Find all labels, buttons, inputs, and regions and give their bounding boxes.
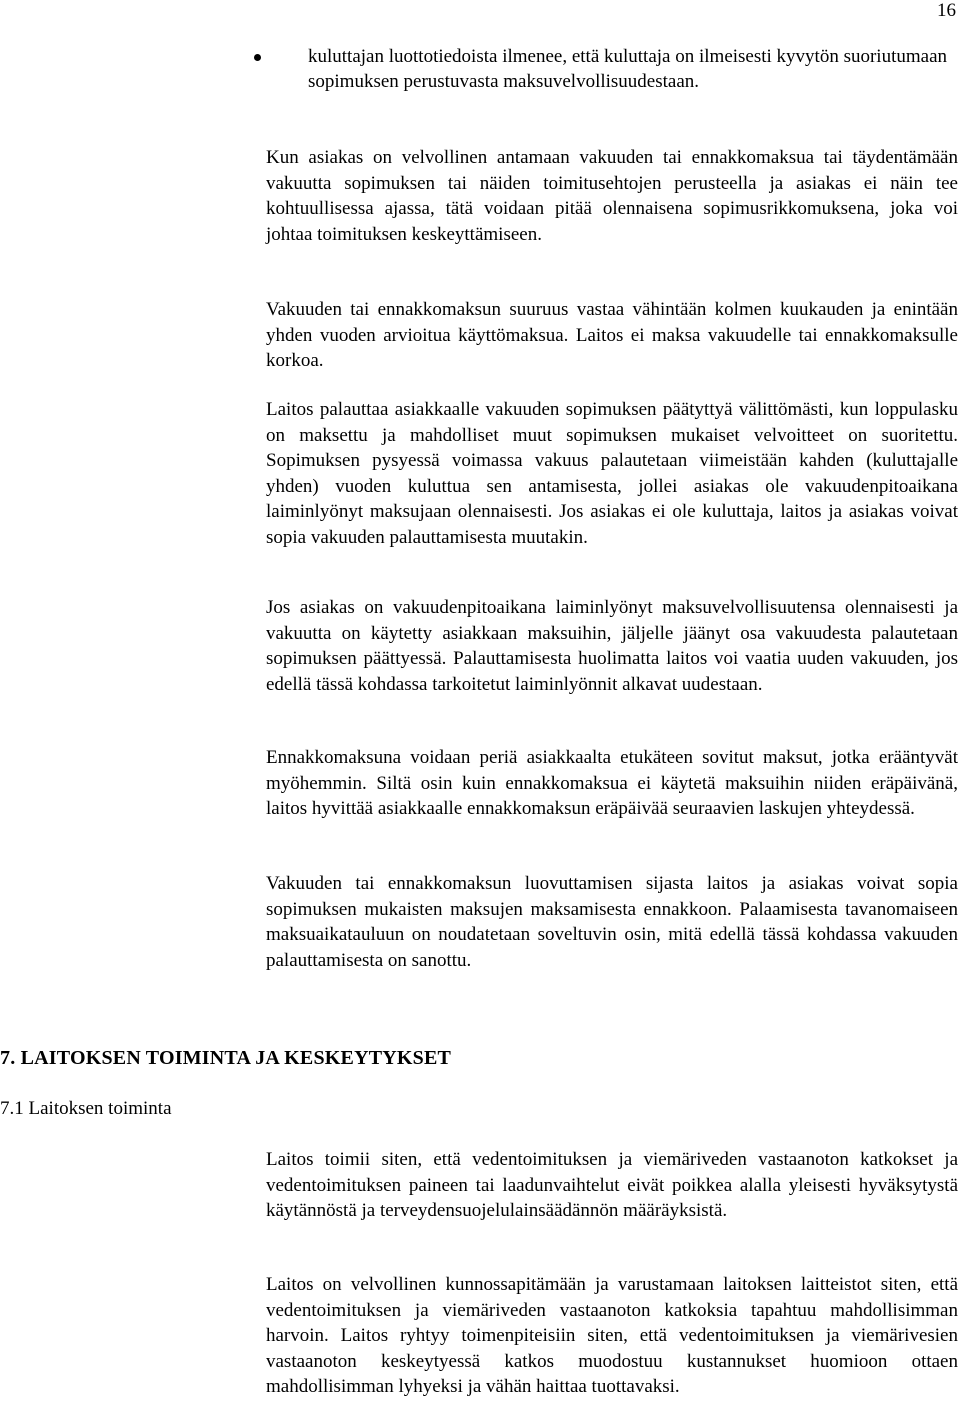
paragraph-neglected-payments: Jos asiakas on vakuudenpitoaikana laiminlyönyt maksuvelvollisuutensa olennaisesti ja vakuutta on käytetty asiakkaan maksuihin, jäljelle jäänyt osa vakuudesta palautetaan sopimuksen päättyessä. Palauttamisesta huolimatta laitos voi vaatia uuden vakuuden, jos edellä tässä kohdassa tarkoitetut laiminlyönnit alkavat uudestaan. xyxy=(266,597,958,695)
paragraph-prepayment-alternative: Vakuuden tai ennakkomaksun luovuttamisen sijasta laitos ja asiakas voivat sopia sopimuksen mukaisten maksujen maksamisesta ennakkoon. Palaamisesta tavanomaiseen maksuaikatauluun on noudatetaan soveltuvin osin, mitä edellä tässä kohdassa vakuuden palauttamisesta on sanottu. xyxy=(266,873,958,971)
section-heading: 7. LAITOKSEN TOIMINTA JA KESKEYTYKSET xyxy=(0,1047,452,1069)
paragraph-security-obligation: Kun asiakas on velvollinen antamaan vakuuden tai ennakkomaksua tai täydentämään vakuutta sopimuksen tai näiden toimitusehtojen perusteella ja asiakas ei näin tee kohtuullisessa ajassa, tätä voidaan pitää olennaisena sopimusrikkomuksena, joka voi johtaa toimituksen keskeyttämiseen. xyxy=(266,147,958,245)
paragraph-security-return: Laitos palauttaa asiakkaalle vakuuden sopimuksen päätyttyä välittömästi, kun loppulasku on maksettu ja mahdolliset muut sopimuksen mukaiset velvoitteet on suoritettu. Sopimuksen pysyessä voimassa vakuus palautetaan viimeistään kahden (kuluttajalle yhden) vuoden kuluttua sen antamisesta, jollei asiakas ole vakuudenpitoaikana laiminlyönyt maksujaan olennaisesti. Jos asiakas ei ole kuluttaja, laitos ja asiakas voivat sopia vakuuden palauttamisesta muutakin. xyxy=(266,399,958,548)
bullet-text: kuluttajan luottotiedoista ilmenee, että kuluttaja on ilmeisesti kyvytön suoriutumaan sopimuksen perustuvasta maksuvelvollisuudestaan. xyxy=(308,46,948,92)
paragraph-advance-payment: Ennakkomaksuna voidaan periä asiakkaalta etukäteen sovitut maksut, jotka erääntyvät myöhemmin. Siltä osin kuin ennakkomaksua ei käytetä maksuihin niiden eräpäivänä, laitos hyvittää asiakkaalle ennakkomaksun eräpäivää seuraavien laskujen yhteydessä. xyxy=(266,747,958,819)
page-number: 16 xyxy=(937,0,956,21)
subsection-heading: 7.1 Laitoksen toiminta xyxy=(0,1098,172,1119)
paragraph-security-amount: Vakuuden tai ennakkomaksun suuruus vastaa vähintään kolmen kuukauden ja enintään yhden vuoden arvioitua käyttömaksua. Laitos ei maksa vakuudelle tai ennakkomaksulle korkoa. xyxy=(266,299,958,371)
bullet-icon xyxy=(254,54,261,61)
paragraph-utility-operation: Laitos toimii siten, että vedentoimituksen ja viemäriveden vastaanoton katkokset ja vedentoimituksen paineen tai laadunvaihtelut eivät poikkea alalla yleisesti hyväksytystä käytännöstä ja terveydensuojelulainsäädännön määräyksistä. xyxy=(266,1149,958,1221)
paragraph-maintenance-obligation: Laitos on velvollinen kunnossapitämään ja varustamaan laitoksen laitteistot siten, että vedentoimituksen ja viemäriveden vastaanoton katkoksia tapahtuu mahdollisimman harvoin. Laitos ryhtyy toimenpiteisiin siten, että vedentoimituksen ja viemärivesien vastaanoton keskeytyessä katkos muodostuu kustannukset huomioon ottaen mahdollisimman lyhyeksi ja vähän haittaa tuottavaksi. xyxy=(266,1274,958,1397)
